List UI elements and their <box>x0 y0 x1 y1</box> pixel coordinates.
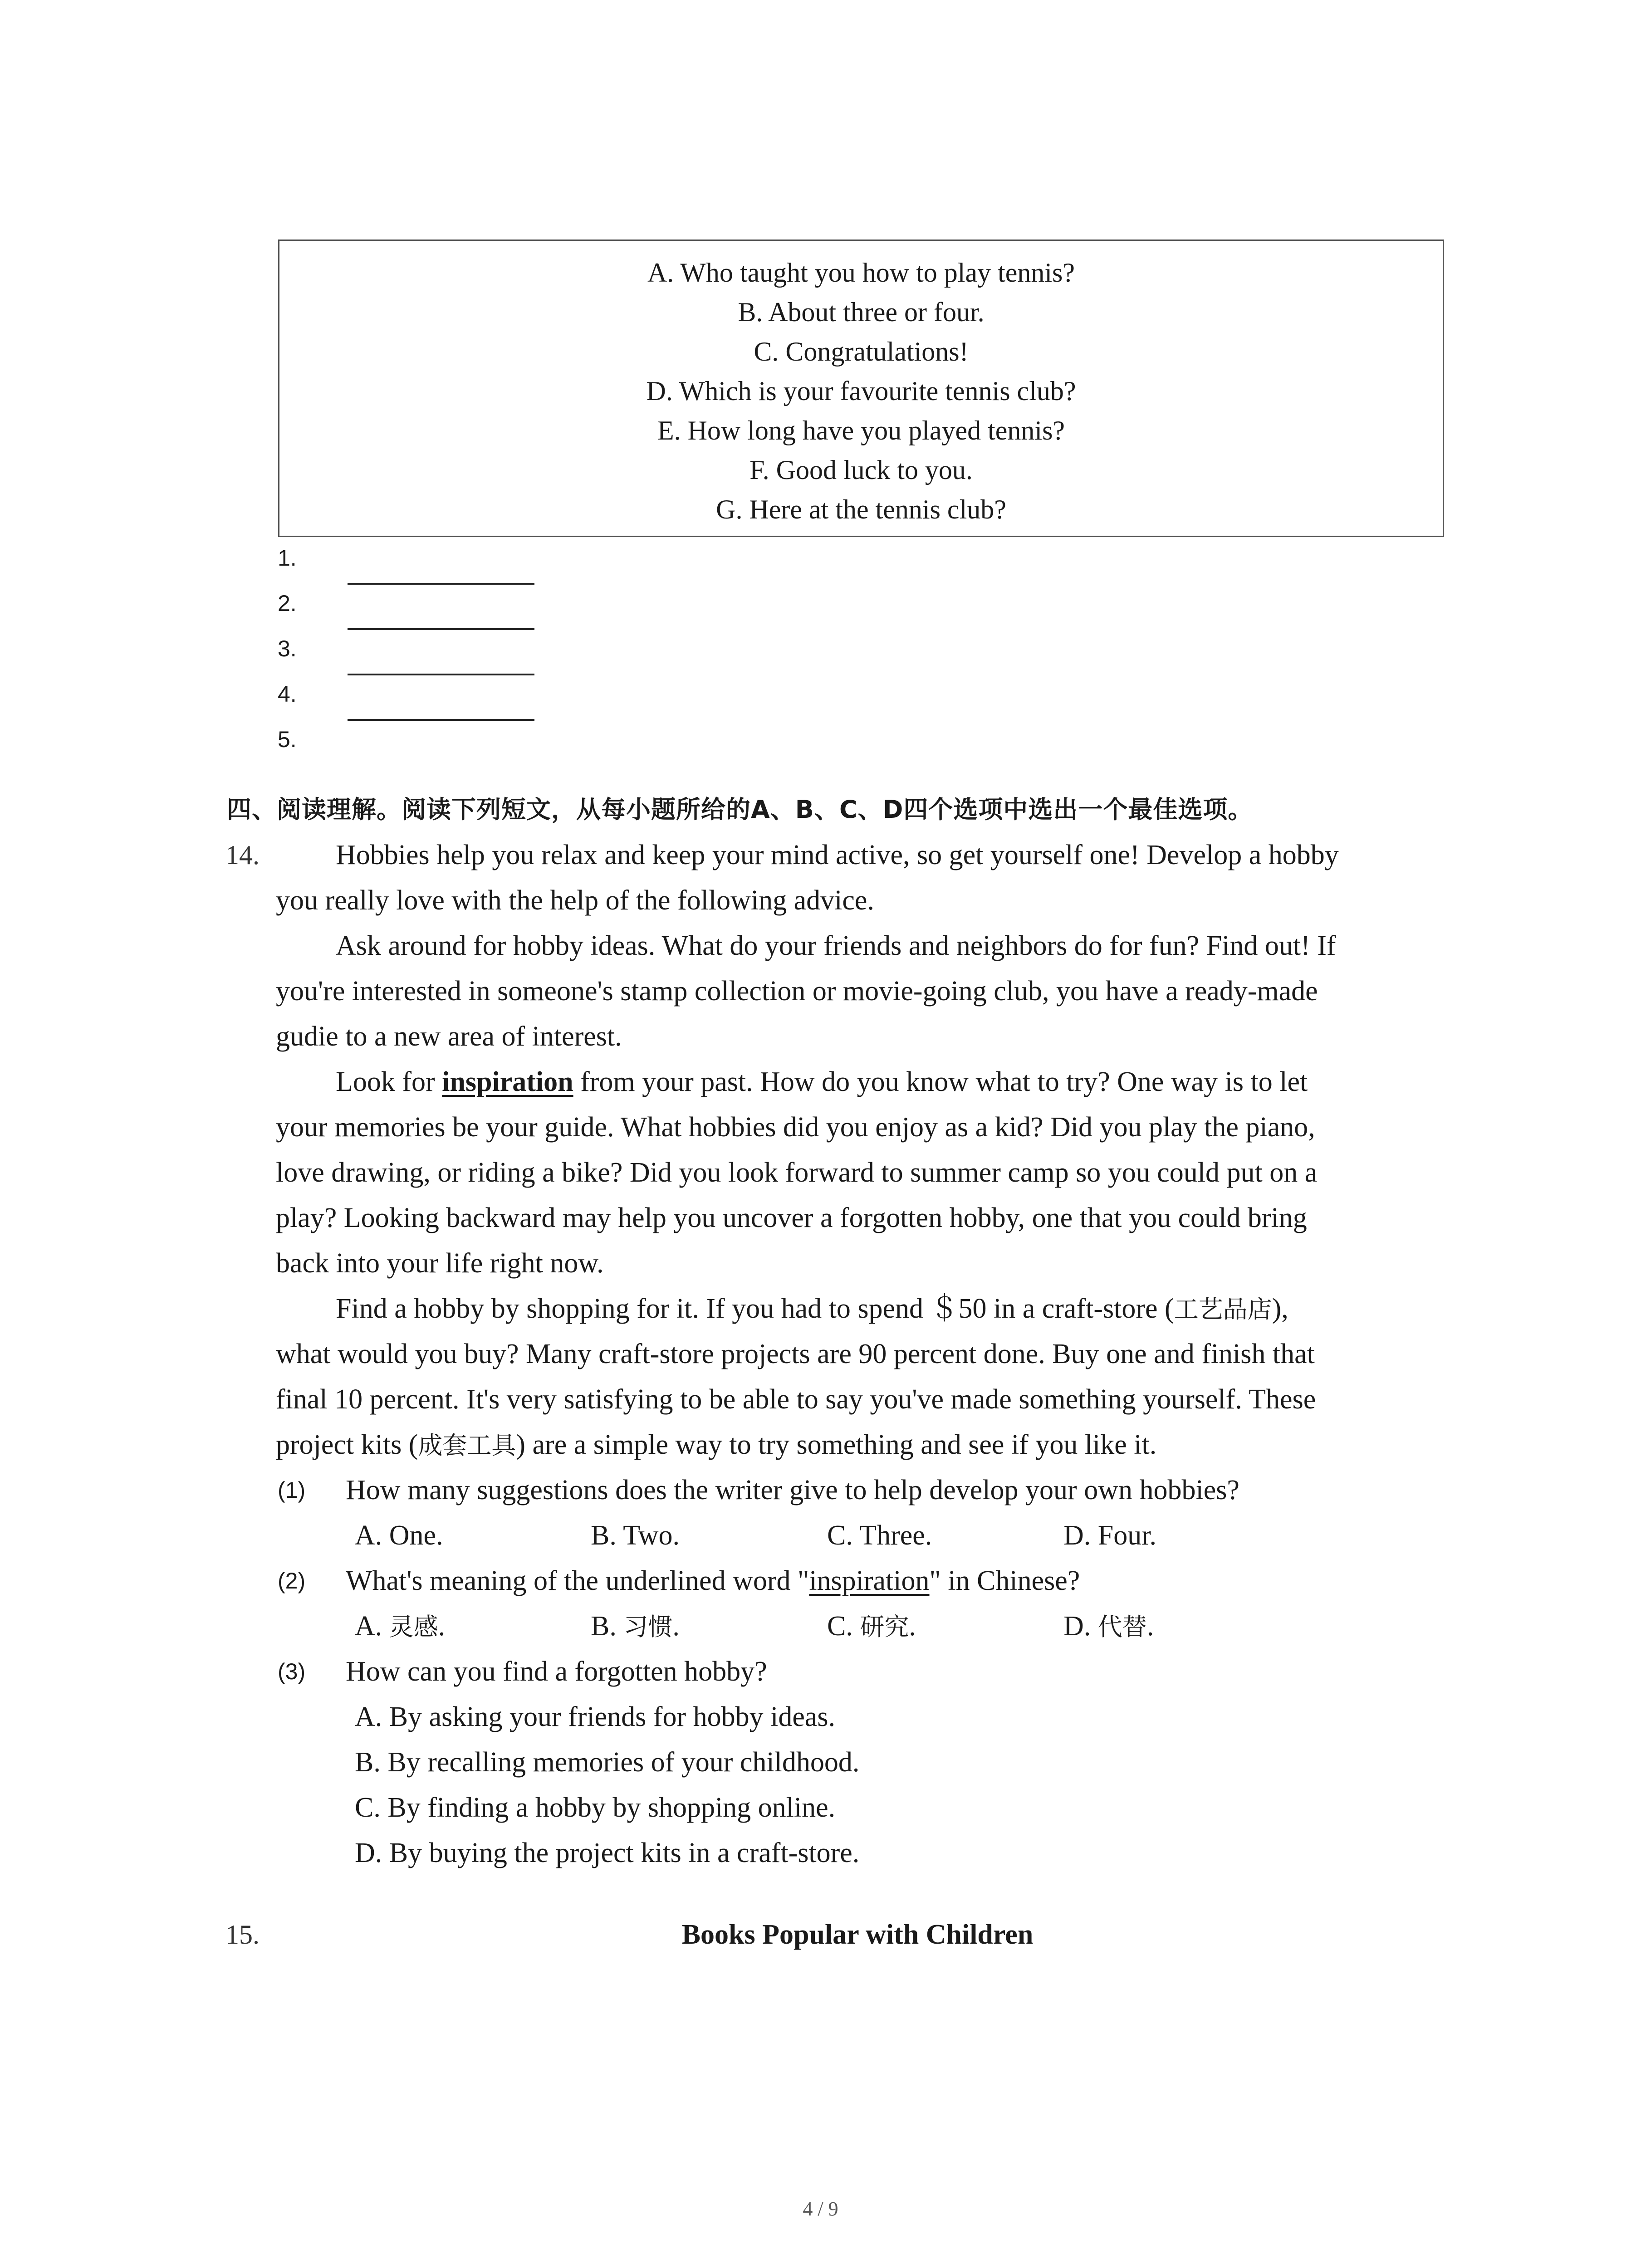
option-g: G. Here at the tennis club? <box>716 494 1006 524</box>
q1-choice-b[interactable]: B. Two. <box>591 1520 680 1551</box>
passage-line: gudie to a new area of interest. <box>276 1021 622 1052</box>
choice-letter: B. <box>591 1611 624 1642</box>
passage-line: what would you buy? Many craft-store projects are 90 percent done. Buy one and finish that <box>276 1339 1315 1369</box>
subquestion-number-1: (1) <box>278 1477 306 1503</box>
passage-title-15: Books Popular with Children <box>681 1919 1034 1950</box>
q3-choice-b[interactable]: B. By recalling memories of your childhood. <box>355 1747 860 1778</box>
choice-cjk: 灵感 <box>389 1613 438 1641</box>
passage-line: Hobbies help you relax and keep your mind active, so get yourself one! Develop a hobby <box>336 840 1339 870</box>
question-text: What's meaning of the underlined word " <box>346 1565 809 1596</box>
option-f: F. Good luck to you. <box>749 455 973 485</box>
passage-line: you really love with the help of the following advice. <box>276 885 874 916</box>
page-number: 4 / 9 <box>803 2198 838 2220</box>
passage-line: you're interested in someone's stamp collection or movie-going club, you have a ready-made <box>276 976 1318 1007</box>
passage-line-shopping <box>336 1290 1288 1328</box>
passage-line: final 10 percent. It's very satisfying to be able to say you've made something yourself. These <box>276 1384 1316 1415</box>
project-kits-cjk: 成套工具 <box>418 1431 516 1460</box>
passage-text: ) <box>516 1429 533 1460</box>
passage-line-kits <box>276 1427 1156 1464</box>
passage-line: love drawing, or riding a bike? Did you look forward to summer camp so you could put on a <box>276 1157 1318 1188</box>
subquestion-number-2: (2) <box>278 1568 306 1593</box>
q1-choice-a[interactable]: A. One. <box>355 1520 443 1551</box>
choice-cjk: 代替 <box>1097 1613 1147 1641</box>
passage-text: ), <box>1272 1293 1288 1324</box>
q1-choice-c[interactable]: C. Three. <box>827 1520 932 1551</box>
q2-choice-a[interactable] <box>355 1608 445 1645</box>
q3-choice-d[interactable]: D. By buying the project kits in a craft-store. <box>355 1838 860 1868</box>
passage-line: play? Looking backward may help you uncover a forgotten hobby, one that you could bring <box>276 1202 1307 1233</box>
passage-line: your memories be your guide. What hobbies did you enjoy as a kid? Did you play the piano, <box>276 1112 1315 1143</box>
option-a: A. Who taught you how to play tennis? <box>647 258 1075 288</box>
passage-text: project kits ( <box>276 1429 418 1460</box>
answer-blank-3[interactable] <box>348 674 534 675</box>
passage-text: from your past. How do you know what to try? One way is to let <box>580 1066 1308 1097</box>
choice-letter: D. <box>1063 1611 1098 1642</box>
craft-store-cjk: 工艺品店 <box>1174 1295 1272 1324</box>
q2-choice-b[interactable] <box>591 1608 680 1645</box>
choice-end: . <box>909 1611 916 1642</box>
choice-cjk: 习惯 <box>623 1613 673 1641</box>
q2-choice-c[interactable] <box>827 1608 916 1645</box>
blank-number-2: 2. <box>278 591 297 616</box>
dialogue-options-box <box>278 240 1444 537</box>
passage-line: Ask around for hobby ideas. What do your friends and neighbors do for fun? Find out! If <box>336 930 1336 961</box>
q2-choice-d[interactable] <box>1063 1608 1154 1645</box>
choice-end: . <box>438 1611 446 1642</box>
blank-number-5: 5. <box>278 727 297 752</box>
keyword-inspiration: inspiration <box>442 1066 573 1097</box>
passage-text: Look for <box>336 1066 442 1097</box>
option-b: B. About three or four. <box>738 297 985 327</box>
passage-text: ＄50 in a craft-store ( <box>930 1293 1174 1324</box>
subquestion-1-text: How many suggestions does the writer give to help develop your own hobbies? <box>346 1475 1239 1505</box>
choice-end: . <box>672 1611 680 1642</box>
question-text: " in Chinese? <box>929 1565 1080 1596</box>
option-c: C. Congratulations! <box>754 337 969 367</box>
passage-line: back into your life right now. <box>276 1248 604 1279</box>
answer-blank-2[interactable] <box>348 628 534 630</box>
question-number-14: 14. <box>225 840 260 870</box>
choice-letter: A. <box>355 1611 389 1642</box>
answer-blank-4[interactable] <box>348 719 534 721</box>
passage-text: Find a hobby by shopping for it. If you had to spend <box>336 1293 931 1324</box>
option-e: E. How long have you played tennis? <box>657 415 1065 445</box>
passage-line-keyword <box>336 1064 1308 1100</box>
underlined-word: inspiration <box>809 1565 930 1596</box>
subquestion-3-text: How can you find a forgotten hobby? <box>346 1656 767 1687</box>
q3-choice-a[interactable]: A. By asking your friends for hobby ideas. <box>355 1701 835 1732</box>
section-heading: 四、阅读理解。阅读下列短文，从每小题所给的A、B、C、D四个选项中选出一个最佳选项。 <box>227 795 1253 824</box>
q1-choice-d[interactable]: D. Four. <box>1063 1520 1156 1551</box>
blank-number-4: 4. <box>278 681 297 707</box>
option-d: D. Which is your favourite tennis club? <box>646 376 1076 406</box>
blank-number-3: 3. <box>278 636 297 661</box>
blank-number-1: 1. <box>278 545 297 571</box>
question-number-15: 15. <box>225 1920 260 1950</box>
answer-blank-1[interactable] <box>348 583 534 585</box>
choice-cjk: 研究 <box>860 1613 909 1641</box>
choice-end: . <box>1146 1611 1154 1642</box>
q3-choice-c[interactable]: C. By finding a hobby by shopping online. <box>355 1792 836 1823</box>
subquestion-2-text <box>346 1563 1080 1599</box>
subquestion-number-3: (3) <box>278 1659 306 1684</box>
passage-text: are a simple way to try something and see if you like it. <box>532 1429 1157 1460</box>
choice-letter: C. <box>827 1611 860 1642</box>
